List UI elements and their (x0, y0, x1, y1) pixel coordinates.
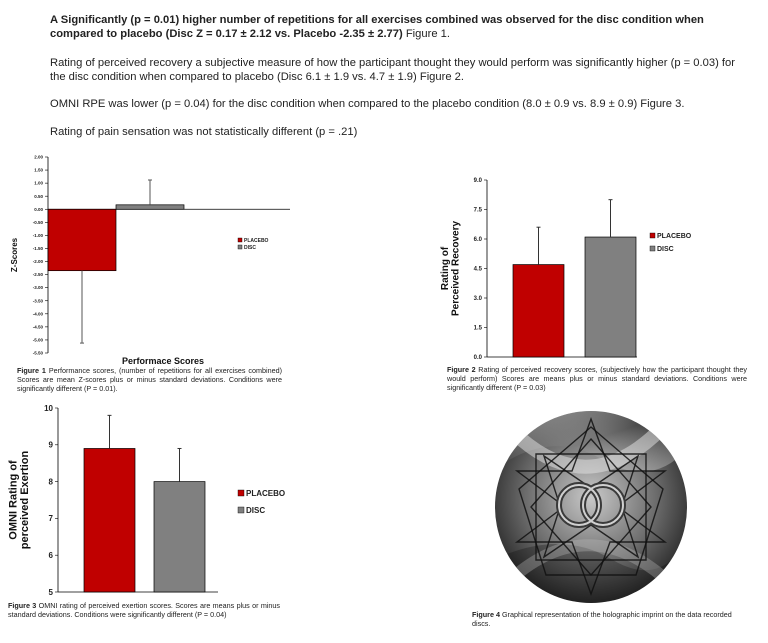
y-tick-label: -5.50 (32, 350, 43, 356)
y-tick-label: -1.50 (32, 246, 43, 252)
figure-1-caption-label: Figure 1 (17, 366, 46, 375)
figure-3-caption-text: OMNI rating of perceived exertion scores. Scores are means plus or minus standard deviations. Conditions were significantly different (P = 0.04) (8, 601, 280, 619)
result-repetitions-bold: A Significantly (p = 0.01) higher number of repetitions for all exercises combined was observed for the disc condition when compared to placebo (Disc Z = 0.17 ± 2.12 vs. Placebo -2.35 ± 2.77) (50, 14, 704, 40)
bar-disc (116, 205, 184, 209)
figure-4-caption (472, 610, 747, 628)
y-tick-label: -3.50 (32, 298, 43, 304)
y-tick-label: -1.00 (32, 232, 43, 238)
y-axis-label: Z-Scores (10, 237, 19, 273)
y-axis-label-line: perceived Exertion (19, 450, 32, 550)
figure-4-caption-label: Figure 4 (472, 610, 500, 619)
y-axis-label-line: Perceived Recovery (450, 220, 462, 317)
y-tick-label: 9 (48, 440, 53, 450)
figure-3-caption-label: Figure 3 (8, 601, 37, 610)
y-axis-label (8, 451, 32, 550)
y-axis-label (440, 221, 462, 317)
y-tick-label: 10 (44, 403, 53, 413)
result-repetitions-figref: Figure 1. (402, 28, 450, 40)
y-axis-label-line: Rating of (440, 246, 451, 291)
legend-swatch-placebo (238, 490, 244, 496)
bar-placebo (84, 448, 135, 592)
legend-swatch-disc (650, 246, 655, 251)
figure-3-chart (0, 400, 330, 600)
figure-1-caption-text: Performance scores, (number of repetitions for all exercises combined) Scores are mean Z-scores plus or minus standard deviations. Conditions were significantly different (P = 0.01). (17, 366, 282, 393)
y-tick-label: 2.00 (34, 154, 43, 160)
legend-label-placebo: PLACEBO (246, 489, 286, 498)
y-tick-label: 1.5 (473, 325, 482, 332)
y-tick-label: -3.00 (32, 285, 43, 291)
y-tick-label: -4.00 (32, 311, 43, 317)
legend-swatch-disc (238, 245, 242, 249)
figure-3-caption (8, 601, 280, 619)
y-tick-label: -5.00 (32, 337, 43, 343)
figure-1-chart (0, 152, 290, 367)
figure-2-chart (435, 160, 750, 365)
figure-2-caption-label: Figure 2 (447, 365, 476, 374)
y-axis-label-line: OMNI Rating of (7, 460, 20, 540)
legend-label-disc: DISC (657, 246, 674, 253)
y-tick-label: 1.50 (34, 167, 43, 173)
figure-4-caption-text: Graphical representation of the holographic imprint on the data recorded discs. (472, 610, 732, 628)
y-tick-label: 7.5 (473, 207, 482, 214)
y-tick-label: -2.00 (32, 259, 43, 265)
y-tick-label: 6.0 (473, 237, 482, 244)
legend-label-placebo: PLACEBO (244, 238, 269, 244)
y-tick-label: 5 (48, 587, 53, 597)
y-tick-label: 4.5 (473, 266, 482, 273)
bar-placebo (48, 209, 116, 270)
legend-label-disc: DISC (244, 245, 256, 251)
figure-2-caption-text: Rating of perceived recovery scores, (subjectively how the participant thought they would perform) Scores are means plus or minus standard deviations. Conditions were significantly different (P = 0.03) (447, 365, 747, 392)
result-paragraph-recovery: Rating of perceived recovery a subjective measure of how the participant thought they would perform was significantly higher (p = 0.03) for the disc condition when compared to placebo (Disc 6.1 ± 1.9 vs. 4.7 ± 1.9) Figure 2. (50, 57, 735, 83)
y-tick-label: -4.50 (32, 324, 43, 330)
y-tick-label: -2.50 (32, 272, 43, 278)
result-paragraph-pain: Rating of pain sensation was not statistically different (p = .21) (50, 126, 358, 138)
y-tick-label: 9.0 (473, 178, 482, 185)
result-paragraph-omni-rpe: OMNI RPE was lower (p = 0.04) for the disc condition when compared to the placebo condition (8.0 ± 0.9 vs. 8.9 ± 0.9) Figure 3. (50, 98, 685, 110)
y-tick-label: 1.00 (34, 180, 43, 186)
legend-label-disc: DISC (246, 506, 266, 515)
y-tick-label: 7 (48, 514, 53, 524)
bar-disc (154, 482, 205, 592)
figure-1-caption (17, 366, 282, 393)
y-tick-label: 0.00 (34, 206, 43, 212)
legend-swatch-disc (238, 507, 244, 513)
y-tick-label: 0.50 (34, 193, 43, 199)
legend-label-placebo: PLACEBO (657, 233, 692, 240)
bar-placebo (513, 265, 564, 357)
y-tick-label: 6 (48, 551, 53, 560)
bar-disc (585, 237, 636, 357)
y-tick-label: 3.0 (473, 296, 482, 303)
y-tick-label: -0.50 (32, 219, 43, 225)
holographic-disc-image (491, 409, 691, 605)
x-axis-label: Performace Scores (121, 356, 205, 366)
y-tick-label: 0.0 (473, 355, 482, 362)
figure-2-caption (447, 365, 747, 392)
legend-swatch-placebo (238, 238, 242, 242)
y-tick-label: 8 (48, 477, 53, 487)
legend-swatch-placebo (650, 233, 655, 238)
result-paragraph-repetitions (50, 13, 750, 41)
